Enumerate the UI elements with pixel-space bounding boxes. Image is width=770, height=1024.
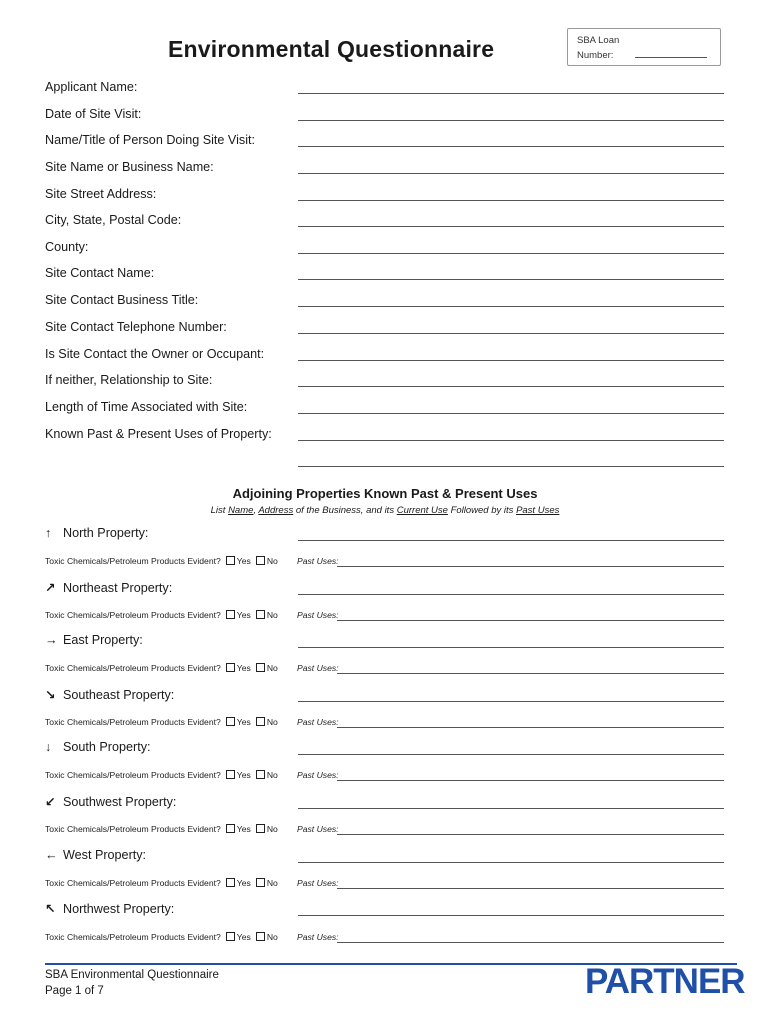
southwest-toxic-question: Toxic Chemicals/Petroleum Products Evident? Yes No	[45, 824, 278, 834]
known-uses-input-2[interactable]	[298, 466, 724, 467]
sba-loan-number-box	[567, 28, 721, 66]
person-doing-site-visit-input[interactable]	[298, 146, 724, 147]
southwest-property-label: ↙ Southwest Property:	[45, 795, 177, 809]
northeast-past-uses-label: Past Uses:	[297, 610, 339, 620]
northwest-past-uses-label: Past Uses:	[297, 932, 339, 942]
north-past-uses-label: Past Uses:	[297, 556, 339, 566]
northwest-toxic-question: Toxic Chemicals/Petroleum Products Evident? Yes No	[45, 932, 278, 942]
field-date-of-site-visit: Date of Site Visit:	[45, 107, 142, 121]
south-property-input[interactable]	[298, 754, 724, 755]
north-toxic-yes-checkbox[interactable]	[226, 556, 235, 565]
arrow-left-icon: ←	[45, 848, 58, 862]
loan-number-label: Number:	[577, 50, 614, 61]
west-toxic-no-checkbox[interactable]	[256, 878, 265, 887]
arrow-down-icon: ↓	[45, 740, 52, 754]
northeast-property-input[interactable]	[298, 594, 724, 595]
footer	[45, 967, 219, 999]
east-toxic-no-checkbox[interactable]	[256, 663, 265, 672]
north-toxic-no-checkbox[interactable]	[256, 556, 265, 565]
site-contact-phone-input[interactable]	[298, 333, 724, 334]
loan-box-label: SBA Loan	[577, 35, 620, 46]
owner-or-occupant-input[interactable]	[298, 360, 724, 361]
northwest-property-input[interactable]	[298, 915, 724, 916]
field-site-contact-phone: Site Contact Telephone Number:	[45, 320, 227, 334]
field-site-contact-name: Site Contact Name:	[45, 266, 155, 280]
south-property-label: ↓ South Property:	[45, 740, 151, 754]
field-site-contact-title: Site Contact Business Title:	[45, 293, 199, 307]
footer-document-name: SBA Environmental Questionnaire	[45, 969, 219, 981]
field-owner-or-occupant: Is Site Contact the Owner or Occupant:	[45, 347, 265, 361]
northeast-toxic-no-checkbox[interactable]	[256, 610, 265, 619]
field-length-of-time: Length of Time Associated with Site:	[45, 400, 248, 414]
southeast-toxic-question: Toxic Chemicals/Petroleum Products Evident? Yes No	[45, 717, 278, 727]
south-toxic-question: Toxic Chemicals/Petroleum Products Evident? Yes No	[45, 770, 278, 780]
west-past-uses-input[interactable]	[337, 888, 724, 889]
southwest-past-uses-label: Past Uses:	[297, 824, 339, 834]
field-known-uses: Known Past & Present Uses of Property:	[45, 427, 272, 441]
east-property-label: → East Property:	[45, 633, 143, 647]
adjoining-section-title: Adjoining Properties Known Past & Present Uses	[232, 486, 538, 501]
west-toxic-yes-checkbox[interactable]	[226, 878, 235, 887]
northeast-toxic-question: Toxic Chemicals/Petroleum Products Evident? Yes No	[45, 610, 278, 620]
west-property-label: ← West Property:	[45, 848, 147, 862]
northwest-toxic-no-checkbox[interactable]	[256, 932, 265, 941]
site-contact-title-input[interactable]	[298, 306, 724, 307]
arrow-up-right-icon: ↗	[45, 581, 56, 595]
arrow-up-left-icon: ↖	[45, 902, 56, 916]
adjoining-section-instructions: List Name, Address of the Business, and its Current Use Followed by its Past Uses	[210, 505, 560, 516]
loan-number-field[interactable]	[635, 48, 707, 58]
north-past-uses-input[interactable]	[337, 566, 724, 567]
east-past-uses-label: Past Uses:	[297, 663, 339, 673]
partner-logo: PARTNER	[585, 962, 745, 1001]
southeast-toxic-no-checkbox[interactable]	[256, 717, 265, 726]
southeast-past-uses-input[interactable]	[337, 727, 724, 728]
field-relationship-to-site: If neither, Relationship to Site:	[45, 373, 213, 387]
length-of-time-input[interactable]	[298, 413, 724, 414]
date-of-site-visit-input[interactable]	[298, 120, 724, 121]
footer-page-number: Page 1 of 7	[45, 985, 104, 997]
west-toxic-question: Toxic Chemicals/Petroleum Products Evident? Yes No	[45, 878, 278, 888]
southwest-past-uses-input[interactable]	[337, 834, 724, 835]
southwest-toxic-no-checkbox[interactable]	[256, 824, 265, 833]
southwest-toxic-yes-checkbox[interactable]	[226, 824, 235, 833]
known-uses-input-1[interactable]	[298, 440, 724, 441]
south-past-uses-label: Past Uses:	[297, 770, 339, 780]
east-toxic-yes-checkbox[interactable]	[226, 663, 235, 672]
page-title: Environmental Questionnaire	[168, 36, 495, 62]
field-county: County:	[45, 240, 89, 254]
arrow-up-icon: ↑	[45, 526, 52, 540]
applicant-name-input[interactable]	[298, 93, 724, 94]
city-state-postal-input[interactable]	[298, 226, 724, 227]
northeast-past-uses-input[interactable]	[337, 620, 724, 621]
north-property-label: ↑ North Property:	[45, 526, 149, 540]
arrow-down-left-icon: ↙	[45, 795, 56, 809]
west-property-input[interactable]	[298, 862, 724, 863]
northeast-toxic-yes-checkbox[interactable]	[226, 610, 235, 619]
north-property-input[interactable]	[298, 540, 724, 541]
east-property-input[interactable]	[298, 647, 724, 648]
relationship-to-site-input[interactable]	[298, 386, 724, 387]
southeast-property-input[interactable]	[298, 701, 724, 702]
southeast-toxic-yes-checkbox[interactable]	[226, 717, 235, 726]
south-past-uses-input[interactable]	[337, 780, 724, 781]
northwest-toxic-yes-checkbox[interactable]	[226, 932, 235, 941]
field-city-state-postal: City, State, Postal Code:	[45, 213, 182, 227]
field-site-street-address: Site Street Address:	[45, 187, 157, 201]
southwest-property-input[interactable]	[298, 808, 724, 809]
site-contact-name-input[interactable]	[298, 279, 724, 280]
northwest-property-label: ↖ Northwest Property:	[45, 902, 175, 916]
west-past-uses-label: Past Uses:	[297, 878, 339, 888]
arrow-right-icon: →	[45, 633, 58, 647]
county-input[interactable]	[298, 253, 724, 254]
arrow-down-right-icon: ↘	[45, 688, 56, 702]
north-toxic-question: Toxic Chemicals/Petroleum Products Evident? Yes No	[45, 556, 278, 566]
south-toxic-yes-checkbox[interactable]	[226, 770, 235, 779]
field-applicant-name: Applicant Name:	[45, 80, 138, 94]
east-past-uses-input[interactable]	[337, 673, 724, 674]
south-toxic-no-checkbox[interactable]	[256, 770, 265, 779]
site-street-address-input[interactable]	[298, 200, 724, 201]
east-toxic-question: Toxic Chemicals/Petroleum Products Evident? Yes No	[45, 663, 278, 673]
southeast-past-uses-label: Past Uses:	[297, 717, 339, 727]
northwest-past-uses-input[interactable]	[337, 942, 724, 943]
southeast-property-label: ↘ Southeast Property:	[45, 688, 175, 702]
field-person-doing-site-visit: Name/Title of Person Doing Site Visit:	[45, 133, 255, 147]
field-site-name: Site Name or Business Name:	[45, 160, 214, 174]
site-name-input[interactable]	[298, 173, 724, 174]
northeast-property-label: ↗ Northeast Property:	[45, 581, 173, 595]
